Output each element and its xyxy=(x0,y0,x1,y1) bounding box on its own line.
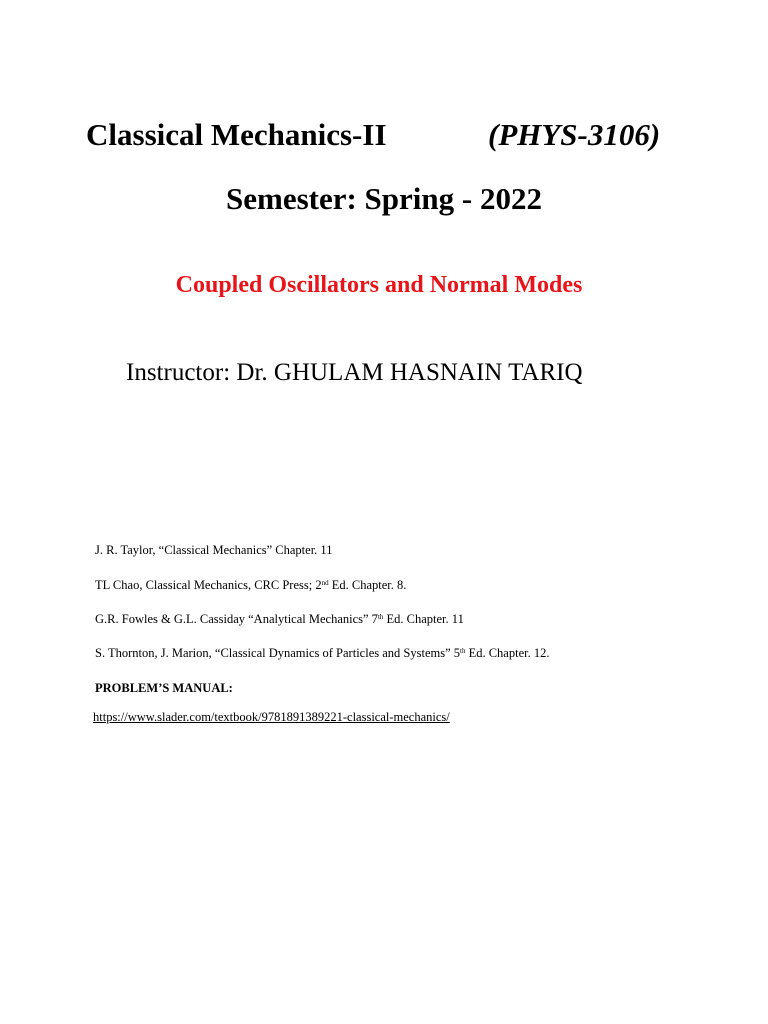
semester-heading: Semester: Spring - 2022 xyxy=(226,181,542,216)
problems-manual-heading: PROBLEM’S MANUAL: xyxy=(95,681,233,695)
course-code: (PHYS-3106) xyxy=(488,117,661,152)
topic-heading: Coupled Oscillators and Normal Modes xyxy=(175,272,583,298)
reference-text: G.R. Fowles & G.L. Cassiday “Analytical Mechanics” 7 xyxy=(95,612,378,626)
reference-text: S. Thornton, J. Marion, “Classical Dynamics of Particles and Systems” 5 xyxy=(95,646,460,660)
reference-chao xyxy=(95,578,406,593)
reference-fowles xyxy=(95,612,464,627)
reference-taylor xyxy=(95,543,332,558)
ordinal-suffix: th xyxy=(377,613,384,621)
reference-text-end: Ed. Chapter. 8. xyxy=(328,578,407,592)
reference-text: TL Chao, Classical Mechanics, CRC Press; 2 xyxy=(95,578,322,592)
course-title: Classical Mechanics-II xyxy=(86,117,387,152)
ordinal-suffix: th xyxy=(460,647,466,655)
instructor-line: Instructor: Dr. GHULAM HASNAIN TARIQ xyxy=(126,359,583,386)
ordinal-suffix: nd xyxy=(321,579,329,587)
reference-text-end: Ed. Chapter. 11 xyxy=(383,612,464,626)
problems-manual-link[interactable]: https://www.slader.com/textbook/9781891389221-classical-mechanics/ xyxy=(93,710,450,724)
reference-text-end: Ed. Chapter. 12. xyxy=(465,646,550,660)
reference-text: J. R. Taylor, “Classical Mechanics” Chapter. 11 xyxy=(95,543,333,557)
reference-thornton xyxy=(95,646,549,661)
